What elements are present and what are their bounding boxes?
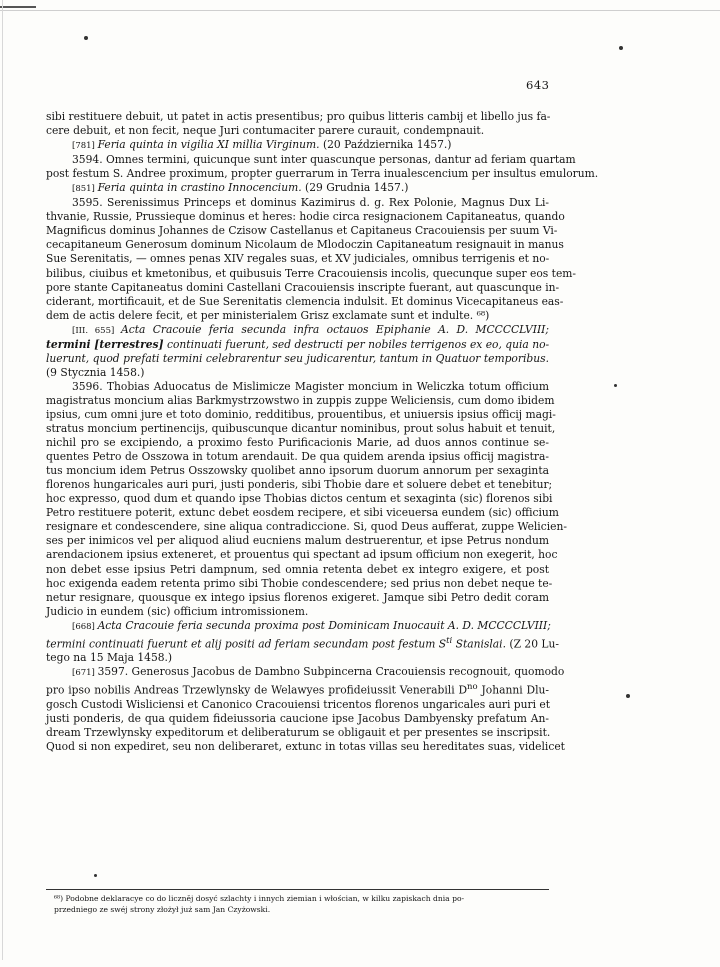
text-line	[46, 196, 549, 210]
line-text: dem de actis delere fecit, et per ministerialem Grisz exclamate sunt et indulte. ⁶⁸)	[46, 308, 490, 322]
emphasis-text: termini [terrestres]	[46, 337, 164, 351]
line-text: pro ipso nobilis Andreas Trzewlynsky de Welawyes profideiussit Venerabili D	[46, 684, 468, 697]
line-text: florenos hungaricales auri puri, justi ponderis, sibi Thobie dare et soluere debet et tenebitur;	[46, 478, 553, 492]
text-line	[46, 181, 549, 196]
line-text: cere debuit, et non fecit, neque Juri contumaciter parere curauit, condempnauit.	[46, 124, 485, 138]
archive-reference: [III. 655]	[72, 325, 121, 336]
text-line	[46, 210, 565, 224]
footnote-rule	[46, 889, 549, 890]
text-line	[46, 520, 567, 534]
ink-speck	[84, 36, 88, 40]
line-text: quentes Petro de Osszowa in totum arendauit. De qua quidem arenda ipsius officij magistra-	[46, 450, 549, 464]
date-note: (Z 20 Lu-	[506, 637, 559, 651]
line-text: Sue Serenitatis, — omnes penas XIV regales suas, et XV judiciales, omnibus terrigenis et no-	[46, 252, 550, 266]
line-text: non debet esse ipsius Petri dampnum, sed omnia retenta debet ex integro exigere, et post	[46, 562, 549, 576]
line-text: continuati fuerunt, sed destructi per nobiles terrigenos ex eo, quia no-	[163, 337, 550, 351]
ink-speck	[626, 694, 630, 698]
line-text: 3595. Serenissimus Princeps et dominus Kazimirus d. g. Rex Polonie, Magnus Dux Li-	[72, 196, 549, 210]
text-line	[46, 266, 577, 281]
text-line	[46, 506, 559, 520]
line-text: 3594. Omnes termini, quicunque sunt inter quascunque personas, dantur ad feriam quartam	[72, 153, 576, 167]
line-text: hoc expresso, quod dum et quando ipse Thobias dictos centum et sexaginta (sic) florenos sibi	[46, 492, 553, 506]
line-text: post festum S. Andree proximum, propter guerrarum in Terra inualescencium per insultus emulorum.	[46, 167, 599, 181]
text-line	[46, 422, 556, 436]
text-line	[46, 436, 549, 450]
line-text: tego na 15 Maja 1458.)	[46, 651, 173, 665]
text-line	[46, 393, 555, 408]
page-number: 643	[526, 78, 550, 92]
main-text	[46, 110, 599, 754]
text-line	[46, 252, 549, 266]
text-line	[46, 534, 549, 548]
text-line	[46, 338, 549, 352]
line-text: stratus moncium pertinencijs, quibuscunque dicantur nominibus, prout solus habuit et tenuit,	[46, 422, 556, 436]
text-line	[46, 665, 565, 680]
superscript-text: no	[467, 682, 478, 693]
line-text: resignare et condescendere, sine aliqua contradiccione. Si, quod Deus aufferat, zuppe Welicien-	[46, 520, 567, 534]
text-line	[46, 563, 549, 577]
line-text: Feria quinta in crastino Innocencium.	[97, 181, 302, 195]
line-text: tus moncium idem Petrus Osszowsky quolibet anno ipsorum duorum annorum per sexaginta	[46, 464, 549, 478]
text-line	[46, 124, 549, 138]
line-text: termini continuati fuerunt et alij positi ad feriam secundam post festum S	[46, 637, 447, 651]
text-line	[46, 153, 576, 167]
text-line	[46, 634, 559, 652]
line-text: cecapitaneum Generosum dominum Nicolaum de Mlodoczin Capitaneatum resignauit in manus	[46, 238, 564, 252]
text-line	[46, 309, 549, 323]
date-note: (20 Października 1457.)	[319, 138, 452, 152]
text-line	[46, 591, 549, 605]
scan-edge-left	[2, 0, 3, 960]
text-line	[46, 492, 553, 506]
text-line	[46, 238, 564, 252]
archive-reference: [671]	[72, 668, 98, 679]
line-text: 3597. Generosus Jacobus de Dambno Subpincerna Cracouiensis recognouit, quomodo	[97, 665, 565, 679]
line-text: gosch Custodi Wisliciensi et Canonico Cracouiensi tricentos florenos ungaricales auri puri et	[46, 698, 551, 712]
text-line	[46, 138, 549, 153]
scan-mark	[0, 6, 36, 8]
archive-reference: [851]	[72, 184, 98, 195]
date-note: (29 Grudnia 1457.)	[301, 181, 409, 195]
line-text: luerunt, quod prefati termini celebrarentur seu judicarentur, tantum in Quatuor temporibus.	[46, 351, 549, 365]
text-line	[46, 294, 564, 309]
text-line	[46, 352, 549, 366]
text-line	[46, 605, 549, 619]
text-line	[46, 548, 558, 562]
text-line	[46, 224, 558, 238]
ink-speck	[619, 46, 623, 50]
footnotes	[54, 893, 549, 915]
line-text: Judicio in eundem (sic) officium intromissionem.	[46, 604, 309, 618]
superscript-text: ti	[446, 635, 453, 646]
line-text: ses per inimicos vel per aliquod aliud eucniens malum destruerentur, et ipse Petrus nondum	[46, 534, 549, 548]
line-text: nichil pro se excipiendo, a proximo festo Purificacionis Marie, ad duos annos continue se-	[46, 436, 549, 450]
text-line	[46, 464, 549, 478]
footnote-line: ⁶⁸) Podobne deklaracye co do liczněj dosyć szlachty i innych ziemian i włościan, w kilku zapiskach dnia po-	[54, 894, 465, 903]
line-text: justi ponderis, de qua quidem fideiussoria caucione ipse Jacobus Dambyensky prefatum An-	[46, 712, 549, 726]
line-text: Petro restituere poterit, extunc debet eosdem recipere, et sibi viceuersa eundem (sic) officium	[46, 506, 559, 520]
text-line	[46, 478, 553, 492]
line-text: netur resignare, quousque ex intego ipsius florenos exigeret. Jamque sibi Petro dedit coram	[46, 590, 549, 604]
line-text: pore stante Capitaneatus domini Castellani Cracouiensis inscripte fuerant, aut quascunque in-	[46, 280, 560, 294]
text-line	[46, 167, 599, 181]
line-text: ciderant, mortificauit, et de Sue Serenitatis clemencia indulsit. Et dominus Vicecapitaneus eas-	[46, 294, 564, 308]
text-line	[46, 726, 549, 740]
line-text: arendacionem ipsius exteneret, et prouentus qui spectant ad ipsum officium non exegerit, hoc	[46, 548, 558, 562]
text-line	[46, 576, 553, 591]
text-line	[46, 280, 560, 295]
archive-reference: [781]	[72, 141, 98, 152]
text-line	[46, 680, 549, 698]
text-line	[46, 619, 549, 634]
line-text: Quod si non expediret, seu non deliberaret, extunc in totas villas seu hereditates suas, videlicet	[46, 740, 565, 754]
scan-edge-top	[0, 10, 720, 11]
line-text: Stanislai.	[452, 637, 506, 651]
ink-speck	[614, 384, 617, 387]
text-line	[46, 712, 549, 726]
text-line	[46, 450, 549, 464]
line-text: Acta Cracouie feria secunda proxima post Dominicam Inuocauit A. D. MCCCCLVIII;	[97, 618, 551, 632]
text-line	[46, 407, 556, 422]
line-text: hoc exigenda eadem retenta primo sibi Thobie condescendere; sed prius non debet neque te-	[46, 576, 553, 590]
text-line	[46, 323, 549, 338]
text-line	[46, 380, 549, 394]
text-line	[46, 740, 565, 754]
text-line	[46, 110, 549, 124]
line-text: thvanie, Russie, Prussieque dominus et heres: hodie circa resignacionem Capitaneatus, quando	[46, 210, 565, 224]
line-text: ipsius, cum omni jure et toto dominio, redditibus, prouentibus, et uniuersis ipsius officij magi-	[46, 407, 556, 421]
line-text: Acta Cracouie feria secunda infra octauos Epiphanie A. D. MCCCCLVIII;	[121, 322, 549, 336]
line-text: magistratus moncium alias Barkmystrzowstwo in zuppis zuppe Weliciensis, cum domo ibidem	[46, 393, 555, 407]
text-line	[46, 698, 549, 712]
ink-speck	[94, 874, 97, 877]
line-text: Johanni Dlu-	[477, 684, 549, 697]
archive-reference: [668]	[72, 621, 98, 632]
line-text: bilibus, ciuibus et kmetonibus, et quibusuis Terre Cracouiensis incolis, quecunque super eos tem-	[46, 266, 577, 280]
text-line	[46, 366, 549, 380]
line-text: Feria quinta in vigilia XI millia Virginum.	[97, 138, 320, 152]
line-text: 3596. Thobias Aduocatus de Mislimicze Magister moncium in Weliczka totum officium	[72, 379, 549, 393]
text-line	[46, 651, 549, 665]
line-text: Magnificus dominus Johannes de Czisow Castellanus et Capitaneus Cracouiensis per suum Vi-	[46, 224, 558, 238]
line-text: (9 Stycznia 1458.)	[46, 365, 145, 379]
line-text: sibi restituere debuit, ut patet in actis presentibus; pro quibus litteris cambij et libello jus fa-	[46, 110, 551, 123]
footnote-line: przedniego ze swéj strony złożył już sam Jan Czyżowski.	[54, 905, 271, 914]
line-text: dream Trzewlynsky expeditorum et deliberaturum se obligauit et per presentes se inscripsit.	[46, 726, 551, 740]
